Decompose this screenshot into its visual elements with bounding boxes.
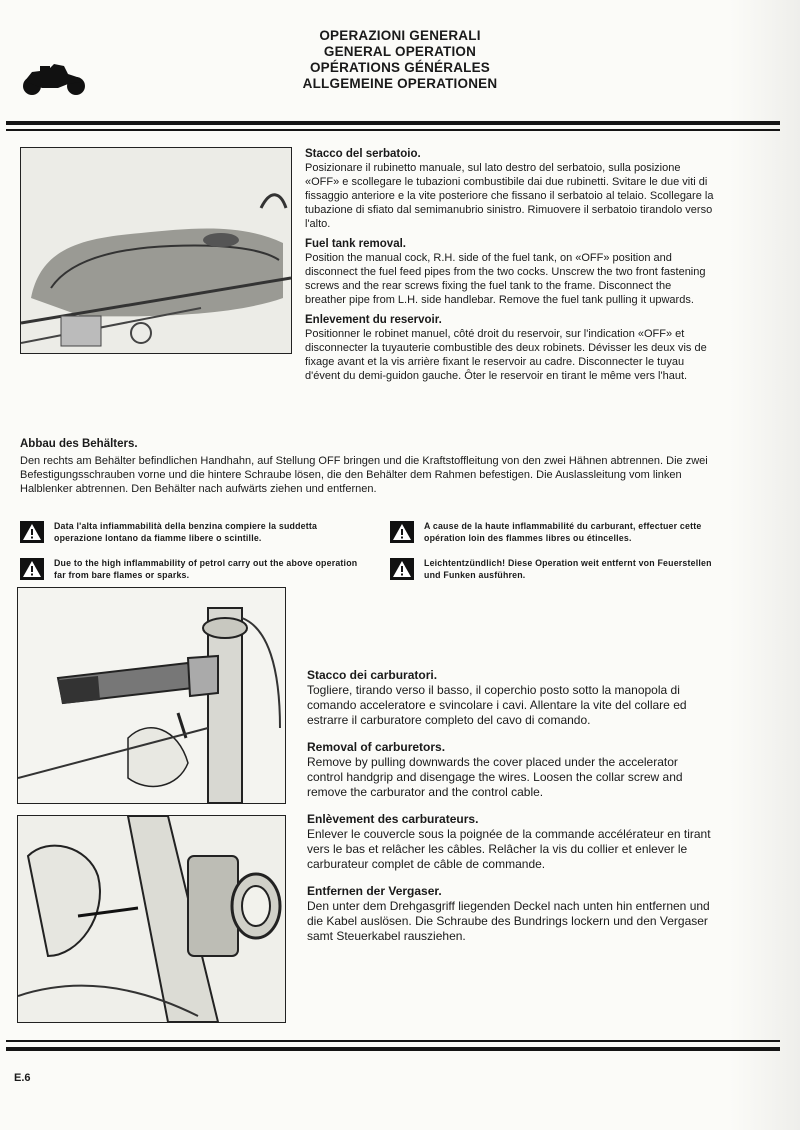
warning-text: Due to the high inflammability of petrol carry out the above operation far from bare flames or sparks.: [54, 558, 358, 580]
title-english: GENERAL OPERATION: [323, 44, 477, 59]
section-heading: Entfernen der Vergaser.: [307, 884, 442, 898]
title-german: ALLGEMEINE OPERATIONEN: [302, 76, 498, 91]
fuel-tank-section-it: [305, 147, 715, 231]
title-french: OPÉRATIONS GÉNÉRALES: [309, 60, 491, 75]
warning-triangle-icon: [20, 521, 44, 543]
section-body: Den rechts am Behälter befindlichen Handhahn, auf Stellung OFF bringen und die Kraftstoffleitung von den zwei Hähnen abtrennen. Die zwei Befestigungsschrauben vorne und die hintere Schraube lösen, die den Behälter dem Rahmen befestigen. Die Auslassleitung vom linken Halblenker abtrennen. Den Behälter nach aufwärts ziehen und entfernen.: [20, 455, 708, 495]
warning-text: Leichtentzündlich! Diese Operation weit entfernt von Feuerstellen und Funken ausführen.: [424, 558, 712, 580]
section-body: Position the manual cock, R.H. side of the fuel tank, on «OFF» position and disconnect the fuel feed pipes from the two cocks. Unscrew the two front fastening screws and the rear screws fixing the fuel tank to the frame. Disconnect the breather pipe from L.H. side handlebar. Remove the fuel tank pulling it upwards.: [305, 252, 706, 306]
bottom-rule-thin: [6, 1040, 780, 1042]
throttle-grip-photo: [17, 587, 286, 804]
section-body: Togliere, tirando verso il basso, il coperchio posto sotto la manopola di comando acceleratore e svincolare i cavi. Allentare la vite del collare ed estrarre il carburatore completo del cavo di comando.: [307, 683, 687, 727]
section-body: Enlever le couvercle sous la poignée de la commande accélérateur en tirant vers le bas et relâcher les câbles. Relâcher la vis du collier et enlever le carburateur complet de câble de commande.: [307, 827, 711, 871]
warning-german: [390, 557, 720, 581]
page-title: [250, 28, 550, 92]
fuel-tank-section-fr: [305, 313, 715, 383]
section-body: Den unter dem Drehgasgriff liegenden Deckel nach unten hin entfernen und die Kabel auslösen. Die Schraube des Bundrings lockern und den Vergaser samt Steuerkabel rausziehen.: [307, 899, 710, 943]
warning-french: [390, 520, 720, 544]
warning-italian: [20, 520, 360, 544]
section-body: Positionner le robinet manuel, côté droit du reservoir, sur l'indication «OFF» et disconnecter la tuyauterie combustible des deux robinets. Dévisser les deux vis de fixage avant et la vis arrière fixant le reservoir au cadre. Disconnecter le tuyau d'évent du demi-guidon gauche. Ôter le reservoir en tirant le même vers l'haut.: [305, 328, 707, 382]
fuel-tank-section-de: [20, 437, 720, 496]
warning-triangle-icon: [390, 521, 414, 543]
warning-english: [20, 557, 360, 581]
fuel-tank-text: [305, 147, 715, 389]
section-heading: Stacco dei carburatori.: [307, 668, 438, 682]
title-italian: OPERAZIONI GENERALI: [319, 28, 481, 43]
warning-text: A cause de la haute inflammabilité du carburant, effectuer cette opération loin des flammes libres ou étincelles.: [424, 521, 702, 543]
carburetor-section-it: [307, 668, 715, 728]
section-heading: Stacco del serbatoio.: [305, 148, 421, 160]
carburetor-section-en: [307, 740, 715, 800]
section-heading: Enlèvement des carburateurs.: [307, 812, 479, 826]
fuel-tank-section-en: [305, 237, 715, 307]
section-body: Remove by pulling downwards the cover placed under the accelerator control handgrip and disengage the wires. Loosen the collar screw and remove the carburator and the control cable.: [307, 755, 683, 799]
page-edge-shadow: [730, 0, 800, 1130]
carburetor-section-de: [307, 884, 715, 944]
fuel-tank-photo: [20, 147, 292, 354]
motorcycle-icon: [18, 60, 88, 103]
section-heading: Enlevement du reservoir.: [305, 314, 442, 326]
top-rule-thin: [6, 129, 780, 131]
section-heading: Fuel tank removal.: [305, 238, 406, 250]
section-heading: Abbau des Behälters.: [20, 438, 138, 450]
warning-triangle-icon: [390, 558, 414, 580]
warning-triangle-icon: [20, 558, 44, 580]
warning-text: Data l'alta infiammabilità della benzina compiere la suddetta operazione lontano da fiamme libere o scintille.: [54, 521, 318, 543]
carburetor-section-fr: [307, 812, 715, 872]
bottom-rule-thick: [6, 1047, 780, 1051]
section-heading: Removal of carburetors.: [307, 740, 446, 754]
carburetor-photo: [17, 815, 286, 1023]
page-number: E.6: [14, 1072, 31, 1084]
carburetor-text: [307, 668, 715, 956]
top-rule-thick: [6, 121, 780, 125]
section-body: Posizionare il rubinetto manuale, sul lato destro del serbatoio, sulla posizione «OFF» e scollegare le tubazioni combustibile dai due rubinetti. Svitare le due viti di fissaggio anteriore e la vite posteriore che fissano il serbatoio al telaio. Scollegare la tubazione di sfiato dal semimanubrio sinistro. Rimuovere il serbatoio tirandolo verso l'alto.: [305, 162, 714, 230]
